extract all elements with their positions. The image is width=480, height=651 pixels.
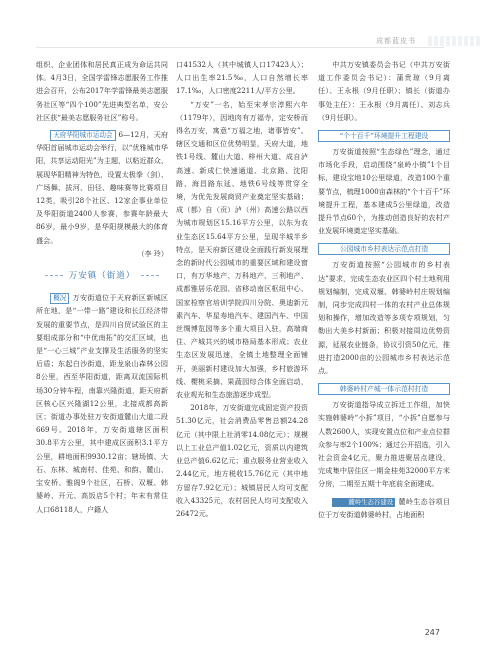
paragraph: 2018年，万安街道完成固定资产投资51.30亿元，社会消费品零售总额24.28亿元（其中限上社消零14.08亿元）；规模以上工业总产值1.02亿元，资质以内建筑业总产值6.62亿元；重点服务业营业收入2.44亿元，地方税收15.76亿元（其中地方留存7.92亿元）；城镇居民人均可支配收入43325元，农村居民人均可支配收入26472元。 [176, 403, 308, 518]
paragraph [318, 495, 450, 521]
paragraph: 万安街道按照“生态绿色”理念，通过市场化手段，启动围绕“泉岭小镇”1个目标，建设宝地10公里绿道，改造100个重要节点，梳理1000亩森林的“个十百千”环境提升工程，基本建成5公里绿道，改造提升节点60个，为推动创造良好的农村产业发展环境奠定坚实基础。 [318, 147, 450, 236]
paragraph: “万安”一名，始至宋孝宗淳熙六年（1179年），因地肉有万福寺，定安桥而得名万安，寓意“万福之地，诸事皆安”。辖区交通和区位优势明显，天府大道，地铁1号线、麓山大道、梓州大道、成自泸高速、新成仁快速通道、北京路、沈阳路、海昌路东延、地铁6号线等贯穿全境，为优先发展商贸产业奠定坚实基础；成（都）自（贡）泸（州）高速公路以西为城市规划区15.16平方公里，以东为农业生态区15.64平方公里，呈现半城半乡特点，是天府新区建设全面践行新发展理念的新时代公园城市的重要区域和建设窗口，有万华地产、万科地产、三利地产、成都雅居乐花园、省移动南区枢纽中心、国家检察官培训学院四川分院、奥迪新元素汽车、华星寿地汽车、建国汽车、中国丝绸博览园等多个重大项目入驻，高端商住、产城共兴的城市格局基本形成；农业生态区发展迅速，全镇土地整理全面铺开，美丽新村建设加大加强，乡村旅游环线、樱桃采摘、果蔬园综合体全面启动，农业观光和生态旅游逐步成型。 [176, 99, 308, 400]
header-rule [36, 47, 444, 48]
topic-tag: 天府华阳城市运动会 [50, 130, 115, 141]
paragraph: 口41532人（其中城镇人口17423人）；人口出生率21.5‰，人口自然增长率17.1‰，人口密度2211人/平方公里。 [176, 60, 308, 96]
column-2 [176, 58, 308, 520]
paragraph: 万安街道按照“公园城市的乡村表达”要求，完成生态农业区四个村土地利用规划编制，完成双堰、韩婆岭村庄规划编制，同步完成四村一体的农村产业总体规划和操作，增加改造等多项专项规划，匀勒出大美乡村新面；积极对接周边优势资源，延展农业链条，协议引资50亿元，推进打造2000亩的公园城市乡村表达示范点。 [318, 260, 450, 376]
paragraph [36, 291, 168, 515]
column-1 [36, 58, 168, 516]
page-header [0, 10, 480, 45]
page-number: 247 [424, 628, 440, 637]
paragraph: 组织、企业团体和居民真正成为命运共同体。4月3日，全国学雷锋志愿服务工作推进会召开，公布2017年学雷锋最美志愿服务社区等“四个100”先进典型名单，安公社区获“最美志愿服务社区”称号。 [36, 60, 168, 122]
running-header: 成都蓝皮书 [376, 37, 416, 45]
topic-heading: 公园城市乡村表达示范点打造 [318, 243, 450, 255]
paragraph-text: 万安街道位于天府新区新城区所在地，是“一带一路”建设和长江经济带发展的重要节点，是四川自贸试验区的主要组成部分和“中优南拓”的交汇区域，也是“一心三城”产业支撑及生活服务的坚实后盾；东起白沙街道，距龙泉山森林公园8公里，西至华阳街道，距离双流国际机场30分钟车程，南靠兴隆街道，距天府新区核心区兴隆湖12公里，北接成都高新区；街道办事处驻万安街道麓山大道二段669号。2018年，万安街道辖区面积30.8平方公里，其中建成区面积3.1平方公里，耕地面积9930.12亩；辖场镇、大石、东林、城南村、佳苑、和韵、麓山、宝安桥、雅阁9个社区，石桥、双堰、韩婆岭、开元、高饭店5个村；年末有常住人口68118人，户籍人 [36, 293, 168, 514]
column-3 [318, 58, 450, 521]
author-credit: （李 玲） [137, 248, 168, 258]
section-title: 万安镇（街道） [36, 270, 168, 283]
header-decoration [428, 36, 480, 46]
paragraph-text: 6—12月，天府华阳首届城市运动会举行，以“优雅城市华阳，共享运动阳光”为主题，以粘近群众、展现华阳精神为特色，设置太极拳（剑）、广场舞、拔河、田径、趣味赛等比赛项目12类，吸引28个社区、12家企事业单位及华阳街道2400人参赛，参赛年龄最大86岁，最小9岁，是华阳规模最大的体育盛会。 [36, 130, 168, 245]
topic-heading: “个十百千”环境提升工程建设 [318, 130, 450, 142]
topic-tag: 麓岭生态谷建设 [332, 498, 395, 507]
paragraph: 万安街道指导成立拆迁工作组，加快实施韩婆岭“小拆”项目，“小拆”自愿参与人数2600人，实现安置点位和产业点位群众参与率2个100%；通过公开招选，引入社会资金4亿元，聚力推进聚居点建设，完成集中居住区一期金桂苑32000平方米分房，二期至五期十年底前全面建成。 [318, 400, 450, 489]
topic-tag: 概况 [50, 293, 69, 304]
topic-heading: 韩婆岭村产城一体示范村打造 [318, 383, 450, 395]
paragraph: 中共万安镇委员会书记（中共万安街道工作委员会书记）：蒲贵琼（9月离任）、王永根（9月任职）；镇长（街道办事处主任）：王永根（9月离任）、刘志兵（9月任职）。 [318, 60, 450, 122]
paragraph-text: 麓岭生态谷项目位于万安街道韩婆岭村，占地面积 [318, 496, 450, 519]
paragraph [36, 128, 168, 247]
